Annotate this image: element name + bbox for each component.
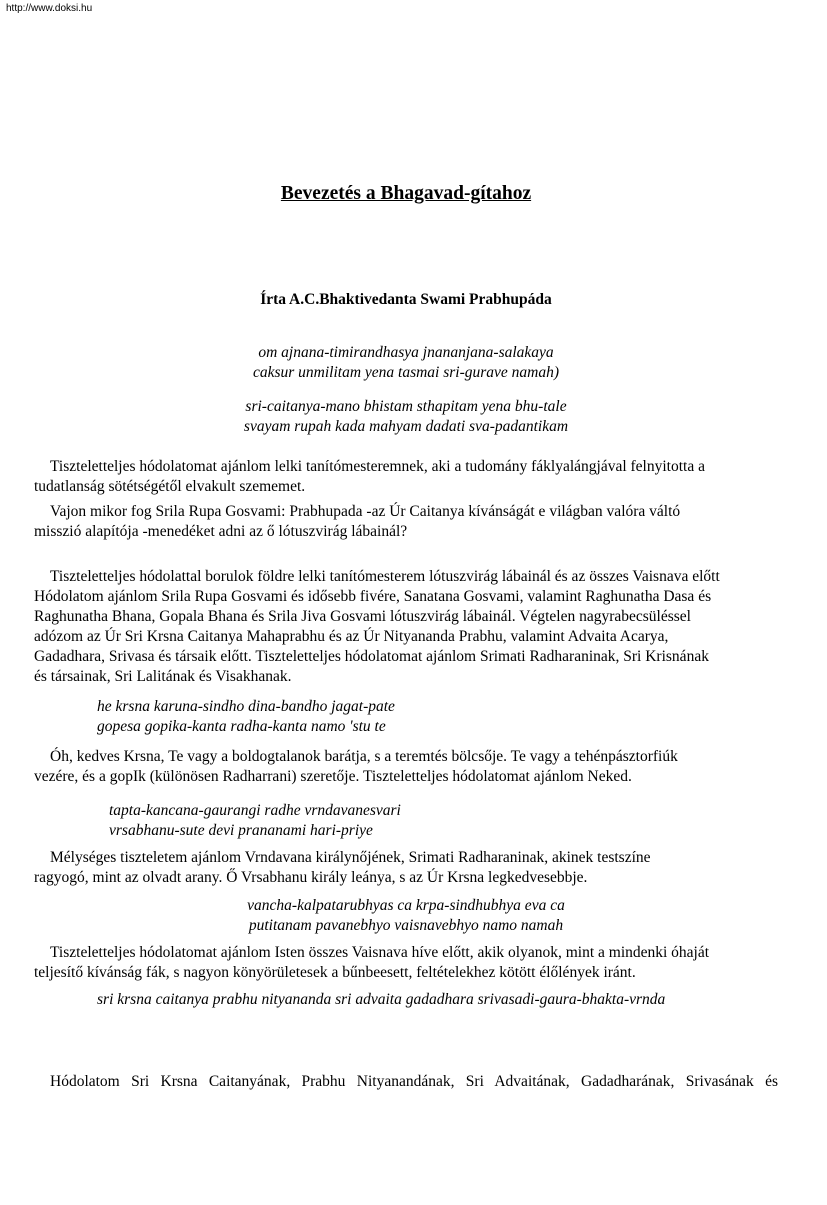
paragraph-7: Hódolatom Sri Krsna Caitanyának, Prabhu Nityanandának, Sri Advaitának, Gadadharának, Srivasának és (50, 1073, 778, 1090)
verse-line: caksur unmilitam yena tasmai sri-gurave namah) (252, 364, 560, 381)
text-line: tudatlanság sötétségétől elvakult szememet. (34, 478, 306, 495)
verse-line: vancha-kalpatarubhyas ca krpa-sindhubhya eva ca (247, 897, 565, 914)
author-line: Írta A.C.Bhaktivedanta Swami Prabhupáda (260, 291, 552, 308)
verse-1 (0, 343, 812, 383)
verse-line: vrsabhanu-sute devi prananami hari-priye (109, 822, 373, 839)
verse-line: putitanam pavanebhyo vaisnavebhyo namo namah (248, 917, 564, 934)
text-line: Tiszteletteljes hódolatomat ajánlom lelki tanítómesteremnek, aki a tudomány fáklyalángjával felnyitotta a (50, 458, 705, 475)
verse-6 (97, 990, 665, 1010)
text-line: misszió alapítója -menedéket adni az ő lótuszvirág lábainál? (34, 523, 408, 540)
paragraph-3 (34, 567, 720, 687)
source-url: http://www.doksi.hu (6, 3, 93, 14)
text-line: Gadadhara, Srivasa és társaik előtt. Tiszteletteljes hódolatomat ajánlom Srimati Radharaninak, Sri Krisnának (34, 648, 709, 665)
paragraph-6 (34, 943, 709, 983)
verse-line: tapta-kancana-gaurangi radhe vrndavanesvari (109, 802, 401, 819)
paragraph-1 (34, 457, 705, 497)
text-line: ragyogó, mint az olvadt arany. Ő Vrsabhanu király leánya, s az Úr Krsna legkedvesebbje. (34, 869, 588, 886)
text-line: Tiszteletteljes hódolatomat ajánlom Isten összes Vaisnava híve előtt, akik olyanok, mint a mindenki óhaját (50, 944, 710, 961)
verse-line: om ajnana-timirandhasya jnananjana-salakaya (258, 344, 554, 361)
text-line: Tiszteletteljes hódolattal borulok földre lelki tanítómesterem lótuszvirág lábainál és az összes Vaisnava előtt (50, 568, 720, 585)
text-line: adózom az Úr Sri Krsna Caitanya Mahaprabhu és az Úr Nityananda Prabhu, valamint Advaita Acarya, (34, 628, 669, 645)
verse-3 (97, 697, 395, 737)
text-line: teljesítő kívánság fák, s nagyon könyörületesek a bűnbeesett, feltételekhez kötött élőlények iránt. (34, 964, 636, 981)
paragraph-4 (34, 747, 678, 787)
page-title: Bevezetés a Bhagavad-gítahoz (280, 183, 532, 204)
text-line: Óh, kedves Krsna, Te vagy a boldogtalanok barátja, s a teremtés bölcsője. Te vagy a tehénpásztorfiúk (50, 748, 678, 765)
verse-line: sri-caitanya-mano bhistam sthapitam yena bhu-tale (245, 398, 567, 415)
text-line: Hódolatom ajánlom Srila Rupa Gosvami és idősebb fivére, Sanatana Gosvami, valamint Raghunatha Dasa és (34, 588, 712, 605)
verse-2 (0, 397, 812, 437)
paragraph-2 (34, 502, 680, 542)
text-line: Raghunatha Bhana, Gopala Bhana és Srila Jiva Gosvami lótuszvirág lábainál. Végtelen nagyrabecsüléssel (34, 608, 691, 625)
text-line: Mélységes tiszteletem ajánlom Vrndavana királynőjének, Srimati Radharaninak, akinek testszíne (50, 849, 651, 866)
paragraph-5 (34, 848, 651, 888)
verse-line: sri krsna caitanya prabhu nityananda sri advaita gadadhara srivasadi-gaura-bhakta-vrnda (97, 991, 666, 1008)
text-line: és társainak, Sri Lalitának és Visakhanak. (34, 668, 292, 685)
verse-5 (0, 896, 812, 936)
text-line: Vajon mikor fog Srila Rupa Gosvami: Prabhupada -az Úr Caitanya kívánságát e világban valóra váltó (50, 503, 681, 520)
text-line: vezére, és a gopIk (különösen Radharrani) szeretője. Tiszteletteljes hódolatomat ajánlom Neked. (34, 768, 632, 785)
verse-line: he krsna karuna-sindho dina-bandho jagat-pate (97, 698, 395, 715)
verse-line: svayam rupah kada mahyam dadati sva-padantikam (243, 418, 569, 435)
verse-line: gopesa gopika-kanta radha-kanta namo 'stu te (97, 718, 386, 735)
verse-4 (109, 801, 401, 841)
